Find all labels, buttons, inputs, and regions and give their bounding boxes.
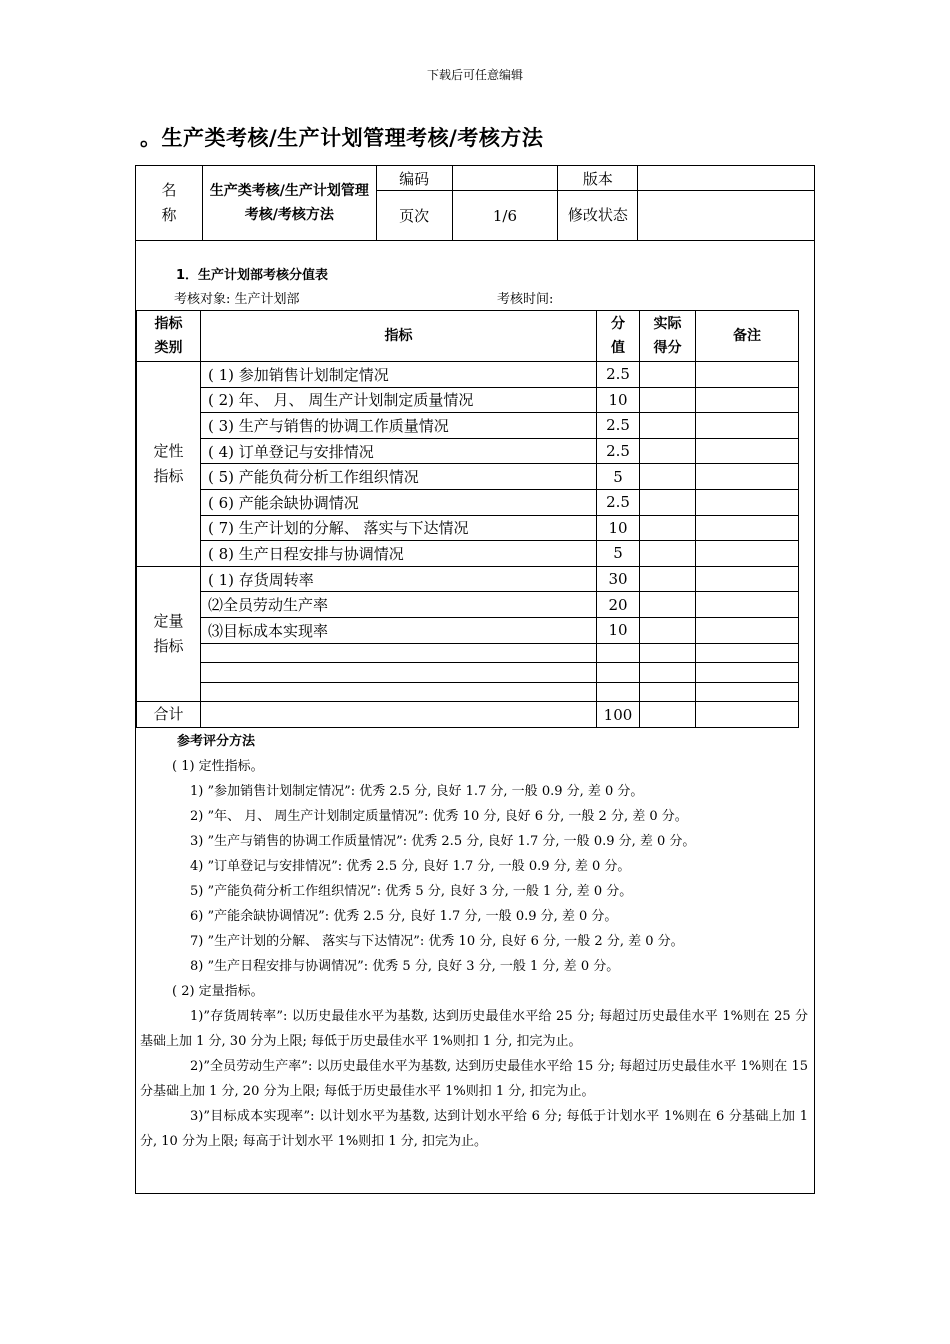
remarks-cell <box>696 413 799 439</box>
remarks-cell <box>696 438 799 464</box>
qualitative-rule: 8) ”生产日程安排与协调情况”: 优秀 5 分, 良好 3 分, 一般 1 分, 差 0 分。 <box>190 959 620 974</box>
table-row <box>137 362 799 388</box>
total-value: 100 <box>597 702 640 728</box>
remarks-cell <box>696 541 799 567</box>
indicator-score: 2.5 <box>597 438 640 464</box>
actual-score-cell <box>640 438 696 464</box>
indicator-score: 30 <box>597 566 640 592</box>
header-note: 下载后可任意编辑 <box>426 68 523 82</box>
table-row <box>137 438 799 464</box>
empty-row <box>137 663 799 683</box>
qualitative-rule: 5) ”产能负荷分析工作组织情况”: 优秀 5 分, 良好 3 分, 一般 1 分, 差 0 分。 <box>190 884 633 899</box>
header-indicator: 指标 <box>201 311 597 362</box>
qualitative-rule: 7) ”生产计划的分解、 落实与下达情况”: 优秀 10 分, 良好 6 分, 一般 2 分, 差 0 分。 <box>190 934 684 949</box>
table-row <box>137 413 799 439</box>
quantitative-heading: ( 2) 定量指标。 <box>172 984 264 999</box>
remarks-cell <box>696 464 799 490</box>
actual-score-cell <box>640 387 696 413</box>
indicator-score: 5 <box>597 541 640 567</box>
indicator-name: ( 5) 产能负荷分析工作组织情况 <box>201 464 597 490</box>
indicator-name: ⑵全员劳动生产率 <box>201 592 597 618</box>
scoring-method <box>140 730 808 1154</box>
qualitative-rule: 2) ”年、 月、 周生产计划制定质量情况”: 优秀 10 分, 良好 6 分, 一般 2 分, 差 0 分。 <box>190 809 688 824</box>
indicator-score: 10 <box>597 515 640 541</box>
quantitative-rule: 2)”全员劳动生产率”: 以历史最佳水平为基数, 达到历史最佳水平给 15 分; 每超过历史最佳水平 1%则在 15 分基础上加 1 分, 20 分为上限; 每低于历史最佳水平 1%则扣 1 分, 扣完为止。 <box>140 1059 808 1099</box>
empty-cell <box>640 643 696 663</box>
name-label-char-1: 名 <box>161 181 177 199</box>
indicator-name: ( 3) 生产与销售的协调工作质量情况 <box>201 413 597 439</box>
table-row <box>137 387 799 413</box>
remarks-cell <box>696 362 799 388</box>
qualitative-rule: 4) ”订单登记与安排情况”: 优秀 2.5 分, 良好 1.7 分, 一般 0.9 分, 差 0 分。 <box>190 859 631 874</box>
qualitative-rule: 6) ”产能余缺协调情况”: 优秀 2.5 分, 良好 1.7 分, 一般 0.9 分, 差 0 分。 <box>190 909 618 924</box>
indicator-score: 2.5 <box>597 489 640 515</box>
indicator-name: ( 1) 存货周转率 <box>201 566 597 592</box>
quantitative-rule: 3)”目标成本实现率”: 以计划水平为基数, 达到计划水平给 6 分; 每低于计划水平 1%则在 6 分基础上加 1 分, 10 分为上限; 每高于计划水平 1%则扣 1 分, 扣完为止。 <box>140 1109 808 1149</box>
table-row <box>137 617 799 643</box>
actual-score-cell <box>640 617 696 643</box>
table-row <box>137 592 799 618</box>
indicator-name: ( 4) 订单登记与安排情况 <box>201 438 597 464</box>
quantitative-category: 定量指标 <box>137 566 201 701</box>
empty-cell <box>597 682 640 702</box>
total-row <box>137 702 799 728</box>
quantitative-rule: 1)”存货周转率”: 以历史最佳水平为基数, 达到历史最佳水平给 25 分; 每超过历史最佳水平 1%则在 25 分基础上加 1 分, 30 分为上限; 每低于历史最佳水平 1%则扣 1 分, 扣完为止。 <box>140 1009 808 1049</box>
name-value: 生产类考核/生产计划管理考核/考核方法 <box>202 166 376 241</box>
indicator-score: 10 <box>597 617 640 643</box>
header-table <box>135 165 815 241</box>
version-value <box>638 166 815 191</box>
assessment-subject: 考核对象: 生产计划部 <box>174 292 300 307</box>
remarks-cell <box>696 515 799 541</box>
remarks-cell <box>696 617 799 643</box>
actual-score-cell <box>640 515 696 541</box>
indicator-name: ( 2) 年、 月、 周生产计划制定质量情况 <box>201 387 597 413</box>
header-category: 指标类别 <box>137 311 201 362</box>
name-label-char-2: 称 <box>161 206 177 224</box>
table-row <box>137 515 799 541</box>
total-empty-cell <box>201 702 597 728</box>
revision-value <box>638 191 815 241</box>
assessment-time: 考核时间: <box>497 292 554 307</box>
empty-cell <box>696 663 799 683</box>
empty-cell <box>201 682 597 702</box>
total-remarks-cell <box>696 702 799 728</box>
header-score: 分值 <box>597 311 640 362</box>
remarks-cell <box>696 387 799 413</box>
indicator-name: ⑶目标成本实现率 <box>201 617 597 643</box>
empty-cell <box>696 682 799 702</box>
qualitative-rule: 1) ”参加销售计划制定情况”: 优秀 2.5 分, 良好 1.7 分, 一般 0.9 分, 差 0 分。 <box>190 784 644 799</box>
actual-score-cell <box>640 592 696 618</box>
empty-row <box>137 643 799 663</box>
qualitative-heading: ( 1) 定性指标。 <box>172 759 264 774</box>
actual-score-cell <box>640 541 696 567</box>
indicator-name: ( 1) 参加销售计划制定情况 <box>201 362 597 388</box>
page-label: 页次 <box>376 191 452 241</box>
qualitative-category: 定性指标 <box>137 362 201 567</box>
section-title: 1．生产计划部考核分值表 <box>176 268 329 283</box>
code-value <box>452 166 558 191</box>
empty-cell <box>696 643 799 663</box>
header-remarks: 备注 <box>696 311 799 362</box>
method-title: 参考评分方法 <box>177 734 256 749</box>
indicator-score: 20 <box>597 592 640 618</box>
name-label <box>136 166 203 241</box>
table-row <box>137 464 799 490</box>
indicator-name: ( 7) 生产计划的分解、 落实与下达情况 <box>201 515 597 541</box>
remarks-cell <box>696 592 799 618</box>
actual-score-cell <box>640 362 696 388</box>
qualitative-rule: 3) ”生产与销售的协调工作质量情况”: 优秀 2.5 分, 良好 1.7 分, 一般 0.9 分, 差 0 分。 <box>190 834 696 849</box>
indicator-score: 2.5 <box>597 413 640 439</box>
indicator-score: 2.5 <box>597 362 640 388</box>
code-label: 编码 <box>376 166 452 191</box>
indicator-score: 10 <box>597 387 640 413</box>
revision-label: 修改状态 <box>558 191 638 241</box>
empty-cell <box>201 663 597 683</box>
actual-score-cell <box>640 566 696 592</box>
empty-cell <box>597 643 640 663</box>
indicator-score: 5 <box>597 464 640 490</box>
actual-score-cell <box>640 489 696 515</box>
actual-score-cell <box>640 413 696 439</box>
table-row <box>137 489 799 515</box>
empty-cell <box>201 643 597 663</box>
actual-score-cell <box>640 464 696 490</box>
indicator-name: ( 6) 产能余缺协调情况 <box>201 489 597 515</box>
table-row <box>137 566 799 592</box>
empty-cell <box>640 682 696 702</box>
remarks-cell <box>696 566 799 592</box>
empty-cell <box>640 663 696 683</box>
remarks-cell <box>696 489 799 515</box>
page-value: 1/6 <box>452 191 558 241</box>
table-row <box>137 541 799 567</box>
total-label: 合计 <box>137 702 201 728</box>
score-table <box>136 310 799 728</box>
indicator-name: ( 8) 生产日程安排与协调情况 <box>201 541 597 567</box>
total-actual-cell <box>640 702 696 728</box>
empty-row <box>137 682 799 702</box>
version-label: 版本 <box>558 166 638 191</box>
header-actual: 实际得分 <box>640 311 696 362</box>
page-title: 。生产类考核/生产计划管理考核/考核方法 <box>140 126 544 150</box>
empty-cell <box>597 663 640 683</box>
